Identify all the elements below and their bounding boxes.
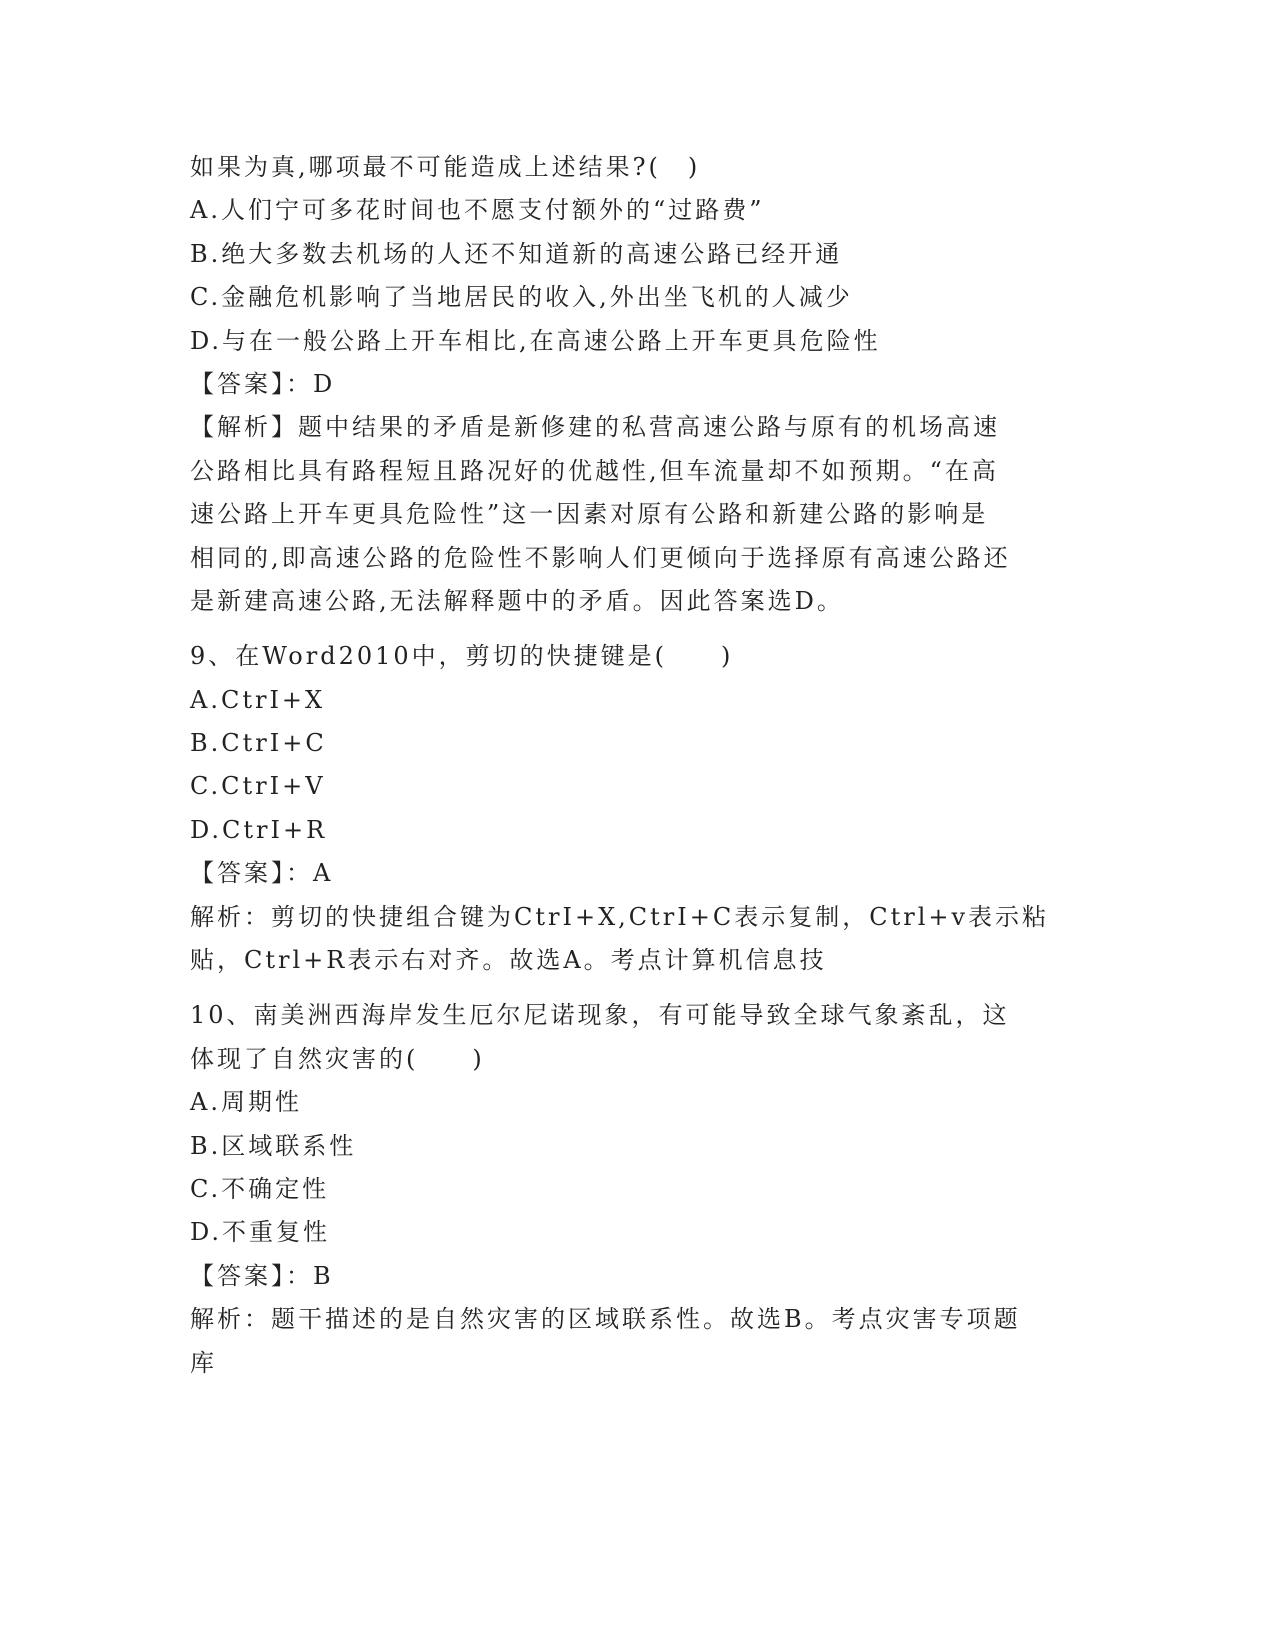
- question-8: [190, 146, 1090, 623]
- question-stem: 10、南美洲西海岸发生厄尔尼诺现象，有可能导致全球气象紊乱，这: [190, 1001, 1010, 1030]
- document-page: [190, 146, 1090, 1385]
- answer-line: 【答案】：A: [190, 859, 334, 888]
- question-stem: 如果为真,哪项最不可能造成上述结果?( ): [190, 153, 701, 181]
- answer-line: 【答案】：D: [190, 369, 336, 398]
- option-c: C.不确定性: [190, 1174, 330, 1203]
- option-b: B.CtrI+C: [190, 729, 327, 758]
- analysis-line: 贴，Ctrl+R表示右对齐。故选A。考点计算机信息技: [190, 946, 827, 975]
- question-9: [190, 635, 1090, 982]
- analysis-line: 解析：剪切的快捷组合键为CtrI+X,CtrI+C表示复制，Ctrl+v表示粘: [190, 902, 1050, 931]
- analysis-line: 速公路上开车更具危险性”这一因素对原有公路和新建公路的影响是: [190, 500, 989, 529]
- analysis-line: 公路相比具有路程短且路况好的优越性,但车流量却不如预期。“在高: [190, 456, 999, 485]
- spacer: [190, 982, 1090, 994]
- option-c: C.金融危机影响了当地居民的收入,外出坐飞机的人减少: [190, 283, 853, 312]
- option-d: D.CtrI+R: [190, 815, 328, 844]
- analysis-line: 库: [190, 1348, 217, 1377]
- question-stem: 9、在Word2010中，剪切的快捷键是( ): [190, 642, 734, 671]
- option-d: D.不重复性: [190, 1218, 331, 1247]
- analysis-line: 解析：题干描述的是自然灾害的区域联系性。故选B。考点灾害专项题: [190, 1305, 1021, 1334]
- option-a: A.人们宁可多花时间也不愿支付额外的“过路费”: [190, 196, 765, 225]
- answer-line: 【答案】：B: [190, 1261, 334, 1290]
- option-c: C.CtrI+V: [190, 772, 326, 801]
- option-b: B.区域联系性: [190, 1131, 357, 1160]
- option-d: D.与在一般公路上开车相比,在高速公路上开车更具危险性: [190, 326, 881, 355]
- question-stem: 体现了自然灾害的( ): [190, 1044, 485, 1073]
- spacer: [190, 623, 1090, 635]
- option-a: A.周期性: [190, 1088, 302, 1117]
- analysis-line: 相同的,即高速公路的危险性不影响人们更倾向于选择原有高速公路还: [190, 543, 1011, 572]
- analysis-line: 【解析】题中结果的矛盾是新修建的私营高速公路与原有的机场高速: [190, 413, 1000, 442]
- question-10: [190, 994, 1090, 1385]
- analysis-line: 是新建高速公路,无法解释题中的矛盾。因此答案选D。: [190, 586, 844, 615]
- option-b: B.绝大多数去机场的人还不知道新的高速公路已经开通: [190, 239, 843, 268]
- option-a: A.CtrI+X: [190, 685, 326, 714]
